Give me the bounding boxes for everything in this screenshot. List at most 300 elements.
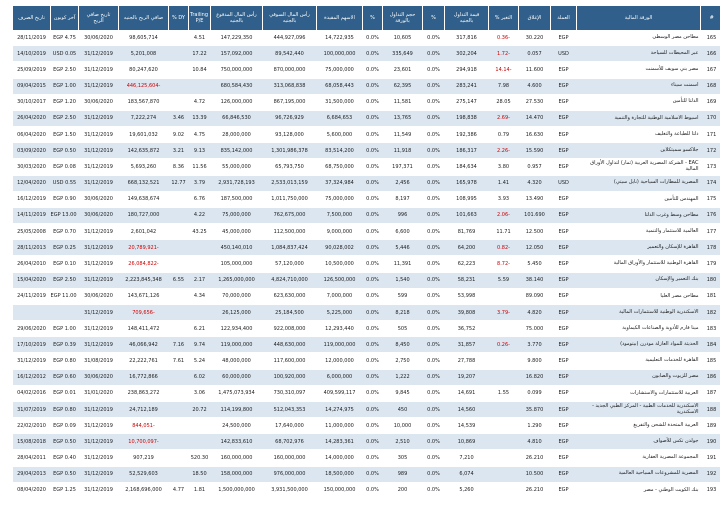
net-profit: 143,671,126 — [119, 288, 169, 304]
payment-date: 25/05/2008 — [13, 224, 51, 240]
security-name[interactable]: جولدن تكس للأصواف — [577, 434, 701, 450]
net-profit: 24,712,189 — [119, 401, 169, 417]
column-header[interactable]: # — [701, 6, 720, 30]
listed-shares: 14,274,975 — [317, 401, 363, 417]
trailing-pe: 11.56 — [189, 159, 211, 175]
table-row[interactable] — [13, 224, 720, 240]
last-coupon: EGP 1.00 — [51, 321, 79, 337]
paid-capital: 114,199,800 — [211, 401, 263, 417]
market-cap: 1,301,986,378 — [263, 143, 317, 159]
row-index: 172 — [701, 143, 720, 159]
trailing-pe: 10.84 — [189, 62, 211, 78]
trade-value-percent: 0.0% — [423, 304, 445, 320]
trailing-pe — [189, 304, 211, 320]
table-row[interactable] — [13, 175, 720, 191]
net-profit-date: 31/12/2019 — [79, 143, 119, 159]
market-cap: 762,675,000 — [263, 207, 317, 223]
table-row[interactable] — [13, 321, 720, 337]
listed-shares: 150,000,000 — [317, 482, 363, 498]
trade-value-percent: 0.0% — [423, 143, 445, 159]
trailing-pe: 20.72 — [189, 401, 211, 417]
trade-value: 186,317 — [445, 143, 489, 159]
payment-date: 30/03/2020 — [13, 159, 51, 175]
currency: EGP — [551, 401, 577, 417]
security-name[interactable]: EAC - الشركة المصرية العربية (ثمار) لتداول الأوراق المالية — [577, 159, 701, 175]
table-row[interactable] — [13, 450, 720, 466]
last-coupon: EGP 0.80 — [51, 353, 79, 369]
change-percent — [489, 369, 519, 385]
market-cap: 96,726,929 — [263, 110, 317, 126]
paid-capital: 187,500,000 — [211, 191, 263, 207]
security-name[interactable]: مطاحن مصر الوسطى — [577, 30, 701, 46]
payment-date: 28/04/2011 — [13, 450, 51, 466]
security-name[interactable]: الاسكندرية للخدمات الطبية - المركز الطبي الجديد - الاسكندرية — [577, 401, 701, 417]
net-profit: -844,051 — [119, 418, 169, 434]
listed-shares: 14,000,000 — [317, 450, 363, 466]
security-name[interactable]: بنك الكويت الوطني - مصر — [577, 482, 701, 498]
change-percent: -14.14 — [489, 62, 519, 78]
security-name[interactable]: العربية المتحدة للشحن والتفريغ — [577, 418, 701, 434]
trade-volume: 8,197 — [383, 191, 423, 207]
security-name[interactable]: الاسكندرية الوطنية للاستثمارات المالية — [577, 304, 701, 320]
trade-value-percent: 0.0% — [423, 466, 445, 482]
net-profit: 238,863,272 — [119, 385, 169, 401]
dividend-yield — [169, 224, 189, 240]
trade-value: 184,634 — [445, 159, 489, 175]
column-header[interactable]: Trailing P/E — [189, 6, 211, 30]
market-cap: 870,000,000 — [263, 62, 317, 78]
column-header[interactable]: حجم التداول بالورقة — [383, 6, 423, 30]
paid-capital: 66,846,530 — [211, 110, 263, 126]
trade-volume: 197,371 — [383, 159, 423, 175]
trade-volume: 305 — [383, 450, 423, 466]
table-row[interactable] — [13, 240, 720, 256]
market-cap: 68,702,976 — [263, 434, 317, 450]
trade-volume-percent: 0.0% — [363, 46, 383, 62]
net-profit: -20,789,921 — [119, 240, 169, 256]
trade-volume-percent: 0.0% — [363, 337, 383, 353]
trade-volume: 1,540 — [383, 272, 423, 288]
column-header[interactable]: آخر كوبون — [51, 6, 79, 30]
payment-date: 30/10/2017 — [13, 94, 51, 110]
last-coupon: EGP 4.75 — [51, 30, 79, 46]
net-profit: 668,132,521 — [119, 175, 169, 191]
trade-value: 192,386 — [445, 127, 489, 143]
market-cap: 448,630,000 — [263, 337, 317, 353]
trade-volume-percent: 0.0% — [363, 482, 383, 498]
paid-capital: 835,142,000 — [211, 143, 263, 159]
paid-capital: 158,000,000 — [211, 466, 263, 482]
dividend-yield — [169, 321, 189, 337]
net-profit: 46,066,942 — [119, 337, 169, 353]
trade-value: 62,223 — [445, 256, 489, 272]
last-coupon: EGP 0.90 — [51, 191, 79, 207]
close-price: 0.957 — [519, 159, 551, 175]
dividend-yield — [169, 207, 189, 223]
security-name[interactable]: جلاكسو سميثكلاين — [577, 143, 701, 159]
market-cap: 867,195,000 — [263, 94, 317, 110]
trade-value-percent: 0.0% — [423, 62, 445, 78]
trailing-pe — [189, 240, 211, 256]
net-profit: 98,605,714 — [119, 30, 169, 46]
trailing-pe — [189, 256, 211, 272]
security-name[interactable]: المجموعة المصرية العقارية — [577, 450, 701, 466]
row-index: 170 — [701, 110, 720, 126]
security-name[interactable]: القاهرة للإسكان والتعمير — [577, 240, 701, 256]
security-name[interactable]: الحديثة للمواد العازلة مودرن (بيتومود) — [577, 337, 701, 353]
payment-date: 09/04/2015 — [13, 78, 51, 94]
currency: EGP — [551, 482, 577, 498]
security-name[interactable]: العربية للاستثمارات والاستشارات — [577, 385, 701, 401]
table-row[interactable] — [13, 30, 720, 46]
currency: EGP — [551, 224, 577, 240]
column-header[interactable]: رأس المال المدفوع بالجنيه — [211, 6, 263, 30]
trade-value: 6,074 — [445, 466, 489, 482]
change-percent — [489, 288, 519, 304]
paid-capital: 157,092,000 — [211, 46, 263, 62]
trade-value-percent: 0.0% — [423, 191, 445, 207]
trade-volume: 10,000 — [383, 418, 423, 434]
last-coupon: EGP 11.00 — [51, 288, 79, 304]
last-coupon: USD 0.05 — [51, 46, 79, 62]
net-profit-date: 31/12/2019 — [79, 466, 119, 482]
table-row[interactable] — [13, 94, 720, 110]
net-profit-date: 31/12/2019 — [79, 62, 119, 78]
security-name[interactable]: مصر بني سويف للأسمنت — [577, 62, 701, 78]
paid-capital: 48,000,000 — [211, 353, 263, 369]
payment-date: 15/08/2018 — [13, 434, 51, 450]
table-row[interactable] — [13, 369, 720, 385]
security-name[interactable]: المصرية للمشروعات السياحية العالمية — [577, 466, 701, 482]
market-table-container — [12, 6, 717, 503]
trade-value: 81,769 — [445, 224, 489, 240]
last-coupon: EGP 0.50 — [51, 466, 79, 482]
table-row[interactable] — [13, 418, 720, 434]
dividend-yield — [169, 94, 189, 110]
table-row[interactable] — [13, 46, 720, 62]
trade-value: 294,918 — [445, 62, 489, 78]
row-index: 190 — [701, 434, 720, 450]
column-header[interactable]: الاسهم المقيدة — [317, 6, 363, 30]
currency: EGP — [551, 466, 577, 482]
trade-volume-percent: 0.0% — [363, 304, 383, 320]
change-percent: 3.80 — [489, 159, 519, 175]
listed-shares: 7,000,000 — [317, 288, 363, 304]
dividend-yield — [169, 418, 189, 434]
last-coupon: EGP 0.39 — [51, 337, 79, 353]
market-cap: 976,000,000 — [263, 466, 317, 482]
currency: USD — [551, 175, 577, 191]
trade-volume-percent: 0.0% — [363, 466, 383, 482]
trade-value: 19,207 — [445, 369, 489, 385]
change-percent — [489, 466, 519, 482]
column-header[interactable]: الورقة المالية — [577, 6, 701, 30]
row-index: 167 — [701, 62, 720, 78]
close-price: 3.770 — [519, 337, 551, 353]
payment-date: 26/04/2010 — [13, 256, 51, 272]
market-cap: 623,630,000 — [263, 288, 317, 304]
last-coupon: EGP 0.01 — [51, 385, 79, 401]
net-profit-date: 31/12/2019 — [79, 418, 119, 434]
paid-capital: 750,000,000 — [211, 62, 263, 78]
trailing-pe: 6.02 — [189, 369, 211, 385]
trade-value-percent: 0.0% — [423, 482, 445, 498]
change-percent: -0.26 — [489, 337, 519, 353]
security-name[interactable]: القاهرة للخدمات التعليمية — [577, 353, 701, 369]
market-cap: 313,068,838 — [263, 78, 317, 94]
trade-volume-percent: 0.0% — [363, 256, 383, 272]
change-percent — [489, 418, 519, 434]
column-header[interactable]: رأس المال السوقي بالجنيه — [263, 6, 317, 30]
trade-volume-percent: 0.0% — [363, 78, 383, 94]
security-name[interactable]: الدلتا للتأمين — [577, 94, 701, 110]
security-name[interactable]: مطاحن مصر العليا — [577, 288, 701, 304]
payment-date: 28/11/2013 — [13, 240, 51, 256]
payment-date: 31/07/2019 — [13, 401, 51, 417]
table-row[interactable] — [13, 401, 720, 417]
table-row[interactable] — [13, 127, 720, 143]
security-name[interactable]: القاهرة الوطنية للاستثمار والأوراق المالية — [577, 256, 701, 272]
column-header[interactable]: تاريخ صافي الربح — [79, 6, 119, 30]
security-name[interactable]: مطاحن وسط وغرب الدلتا — [577, 207, 701, 223]
market-cap: 160,000,000 — [263, 450, 317, 466]
change-percent: 1.41 — [489, 175, 519, 191]
table-row[interactable] — [13, 159, 720, 175]
close-price: 4.820 — [519, 304, 551, 320]
net-profit: 80,247,620 — [119, 62, 169, 78]
table-row[interactable] — [13, 482, 720, 498]
row-index: 186 — [701, 369, 720, 385]
net-profit: 19,601,032 — [119, 127, 169, 143]
net-profit-date: 31/12/2019 — [79, 159, 119, 175]
table-body — [13, 30, 720, 498]
close-price: 16.820 — [519, 369, 551, 385]
last-coupon: EGP 1.00 — [51, 78, 79, 94]
trade-volume: 11,581 — [383, 94, 423, 110]
security-name[interactable]: اسيوط الاسلامية الوطنية للتجارة والتنمية — [577, 110, 701, 126]
trade-volume-percent: 0.0% — [363, 321, 383, 337]
listed-shares: 119,000,000 — [317, 337, 363, 353]
paid-capital: 45,000,000 — [211, 224, 263, 240]
trade-volume: 2,456 — [383, 175, 423, 191]
last-coupon: EGP 0.80 — [51, 401, 79, 417]
row-index: 166 — [701, 46, 720, 62]
table-row[interactable] — [13, 337, 720, 353]
security-name[interactable]: بنك التعمير والإسكان — [577, 272, 701, 288]
trailing-pe: 4.75 — [189, 127, 211, 143]
column-header[interactable]: % — [423, 6, 445, 30]
trade-volume-percent: 0.0% — [363, 353, 383, 369]
trade-volume: 62,395 — [383, 78, 423, 94]
last-coupon: EGP 0.60 — [51, 369, 79, 385]
security-name[interactable]: مينا فارم للأدوية والصناعات الكيماوية — [577, 321, 701, 337]
trade-volume-percent: 0.0% — [363, 191, 383, 207]
table-row[interactable] — [13, 434, 720, 450]
currency: EGP — [551, 207, 577, 223]
listed-shares: 100,000,000 — [317, 46, 363, 62]
market-cap: 93,128,000 — [263, 127, 317, 143]
market-cap: 112,500,000 — [263, 224, 317, 240]
security-name[interactable]: المصرية للمطارات السياحية (نايل سيتي) — [577, 175, 701, 191]
change-percent — [489, 450, 519, 466]
currency: EGP — [551, 321, 577, 337]
column-header[interactable]: تاريخ الصرف — [13, 6, 51, 30]
trade-volume-percent: 0.0% — [363, 450, 383, 466]
dividend-yield — [169, 240, 189, 256]
trade-volume-percent: 0.0% — [363, 240, 383, 256]
listed-shares: 68,750,000 — [317, 159, 363, 175]
currency: EGP — [551, 337, 577, 353]
net-profit-date: 31/12/2019 — [79, 256, 119, 272]
table-row[interactable] — [13, 385, 720, 401]
close-price: 5.450 — [519, 256, 551, 272]
trade-value: 53,998 — [445, 288, 489, 304]
paid-capital: 75,000,000 — [211, 207, 263, 223]
table-row[interactable] — [13, 353, 720, 369]
row-index: 189 — [701, 418, 720, 434]
row-index: 183 — [701, 321, 720, 337]
trade-value: 14,560 — [445, 401, 489, 417]
payment-date: 29/04/2013 — [13, 466, 51, 482]
close-price: 4.320 — [519, 175, 551, 191]
column-header[interactable]: صافي الربح بالجنيه — [119, 6, 169, 30]
table-row[interactable] — [13, 466, 720, 482]
paid-capital: 160,000,000 — [211, 450, 263, 466]
trade-volume-percent: 0.0% — [363, 94, 383, 110]
dividend-yield — [169, 385, 189, 401]
table-row[interactable] — [13, 304, 720, 320]
close-price: 15.590 — [519, 143, 551, 159]
net-profit: 2,168,696,000 — [119, 482, 169, 498]
dividend-yield: 9.02 — [169, 127, 189, 143]
column-header[interactable]: قيمة التداول بالجنيه — [445, 6, 489, 30]
security-name[interactable]: العالمية للاستثمار والتنمية — [577, 224, 701, 240]
net-profit: -709,656 — [119, 304, 169, 320]
trade-value: 64,200 — [445, 240, 489, 256]
payment-date: 22/02/2010 — [13, 418, 51, 434]
trade-volume: 2,750 — [383, 353, 423, 369]
security-name[interactable]: المهندس للتأمين — [577, 191, 701, 207]
payment-date: 03/09/2020 — [13, 143, 51, 159]
trade-value-percent: 0.0% — [423, 450, 445, 466]
close-price: 38.140 — [519, 272, 551, 288]
table-row[interactable] — [13, 288, 720, 304]
dividend-yield — [169, 450, 189, 466]
market-cap: 1,011,750,000 — [263, 191, 317, 207]
row-index: 171 — [701, 127, 720, 143]
last-coupon: EGP 0.10 — [51, 256, 79, 272]
security-name[interactable]: عبر المحيطات للسياحة — [577, 46, 701, 62]
trailing-pe: 4.22 — [189, 207, 211, 223]
trade-volume: 8,218 — [383, 304, 423, 320]
trade-volume-percent: 0.0% — [363, 418, 383, 434]
table-row[interactable] — [13, 272, 720, 288]
listed-shares: 5,225,000 — [317, 304, 363, 320]
table-row[interactable] — [13, 143, 720, 159]
change-percent — [489, 482, 519, 498]
currency: EGP — [551, 240, 577, 256]
paid-capital: 126,000,000 — [211, 94, 263, 110]
listed-shares: 6,684,653 — [317, 110, 363, 126]
payment-date — [13, 304, 51, 320]
net-profit-date: 31/12/2019 — [79, 450, 119, 466]
security-name[interactable]: اسمنت سيناء — [577, 78, 701, 94]
close-price: 16.630 — [519, 127, 551, 143]
trade-value: 31,857 — [445, 337, 489, 353]
trailing-pe: 4.72 — [189, 94, 211, 110]
net-profit-date: 31/12/2019 — [79, 434, 119, 450]
trailing-pe — [189, 78, 211, 94]
row-index: 181 — [701, 288, 720, 304]
close-price: 12.050 — [519, 240, 551, 256]
currency: USD — [551, 46, 577, 62]
paid-capital: 122,934,400 — [211, 321, 263, 337]
last-coupon: EGP 0.70 — [51, 224, 79, 240]
change-percent — [489, 401, 519, 417]
payment-date: 28/11/2019 — [13, 30, 51, 46]
security-name[interactable]: مصر للزيوت والصابون — [577, 369, 701, 385]
row-index: 174 — [701, 175, 720, 191]
listed-shares: 12,000,000 — [317, 353, 363, 369]
market-cap: 2,533,013,159 — [263, 175, 317, 191]
net-profit: 180,727,000 — [119, 207, 169, 223]
row-index: 178 — [701, 240, 720, 256]
change-percent: -8.72 — [489, 256, 519, 272]
payment-date: 14/10/2019 — [13, 46, 51, 62]
column-header[interactable]: العملة — [551, 6, 577, 30]
trade-value-percent: 0.0% — [423, 369, 445, 385]
trade-value: 317,816 — [445, 30, 489, 46]
security-name[interactable]: دلتا للطباعة والتغليف — [577, 127, 701, 143]
dividend-yield: 4.77 — [169, 482, 189, 498]
listed-shares: 6,000,000 — [317, 369, 363, 385]
paid-capital: 680,584,430 — [211, 78, 263, 94]
net-profit-date: 31/12/2019 — [79, 240, 119, 256]
change-percent: -2.69 — [489, 110, 519, 126]
dividend-yield: 6.55 — [169, 272, 189, 288]
table-row[interactable] — [13, 191, 720, 207]
trade-value: 36,752 — [445, 321, 489, 337]
column-header[interactable]: DY % — [169, 6, 189, 30]
column-header[interactable]: الإغلاق — [519, 6, 551, 30]
trade-value: 27,788 — [445, 353, 489, 369]
net-profit-date: 30/06/2020 — [79, 94, 119, 110]
change-percent: -0.82 — [489, 240, 519, 256]
column-header[interactable]: التغير % — [489, 6, 519, 30]
trailing-pe: 18.50 — [189, 466, 211, 482]
row-index: 168 — [701, 78, 720, 94]
table-header — [13, 6, 720, 30]
table-row[interactable] — [13, 207, 720, 223]
trailing-pe: 4.51 — [189, 30, 211, 46]
net-profit-date: 31/12/2019 — [79, 401, 119, 417]
row-index: 175 — [701, 191, 720, 207]
table-row[interactable] — [13, 62, 720, 78]
market-cap: 65,793,750 — [263, 159, 317, 175]
net-profit: 2,601,042 — [119, 224, 169, 240]
close-price: 0.099 — [519, 385, 551, 401]
trade-volume-percent: 0.0% — [363, 62, 383, 78]
column-header[interactable]: % — [363, 6, 383, 30]
net-profit: 22,222,761 — [119, 353, 169, 369]
table-row[interactable] — [13, 78, 720, 94]
table-row[interactable] — [13, 110, 720, 126]
table-row[interactable] — [13, 256, 720, 272]
payment-date: 24/11/2019 — [13, 288, 51, 304]
row-index: 193 — [701, 482, 720, 498]
trade-value-percent: 0.0% — [423, 94, 445, 110]
net-profit-date: 30/06/2020 — [79, 30, 119, 46]
